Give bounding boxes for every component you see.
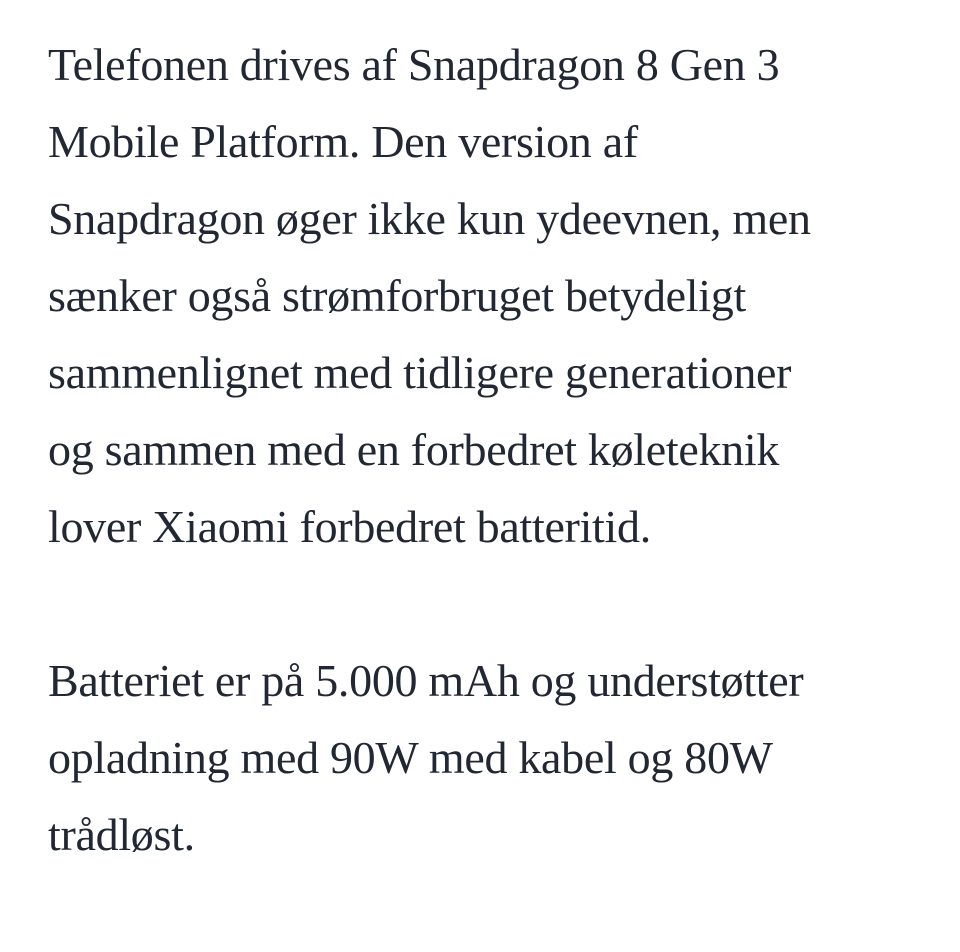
text-line: Telefonen drives af Snapdragon 8 Gen 3 [48, 39, 780, 90]
text-line: Snapdragon øger ikke kun ydeevnen, men [48, 193, 811, 244]
paragraph-chipset [48, 26, 930, 565]
text-line: sænker også strømforbruget betydeligt [48, 270, 746, 321]
text-line: sammenlignet med tidligere generationer [48, 347, 792, 398]
text-line: Mobile Platform. Den version af [48, 116, 638, 167]
paragraph-battery [48, 642, 930, 873]
text-line: trådløst. [48, 809, 195, 860]
text-line: opladning med 90W med kabel og 80W [48, 732, 773, 783]
text-line: og sammen med en forbedret køleteknik [48, 424, 780, 475]
article-text [48, 26, 930, 873]
text-line: Batteriet er på 5.000 mAh og understøtter [48, 655, 804, 706]
text-line: lover Xiaomi forbedret batteritid. [48, 501, 651, 552]
